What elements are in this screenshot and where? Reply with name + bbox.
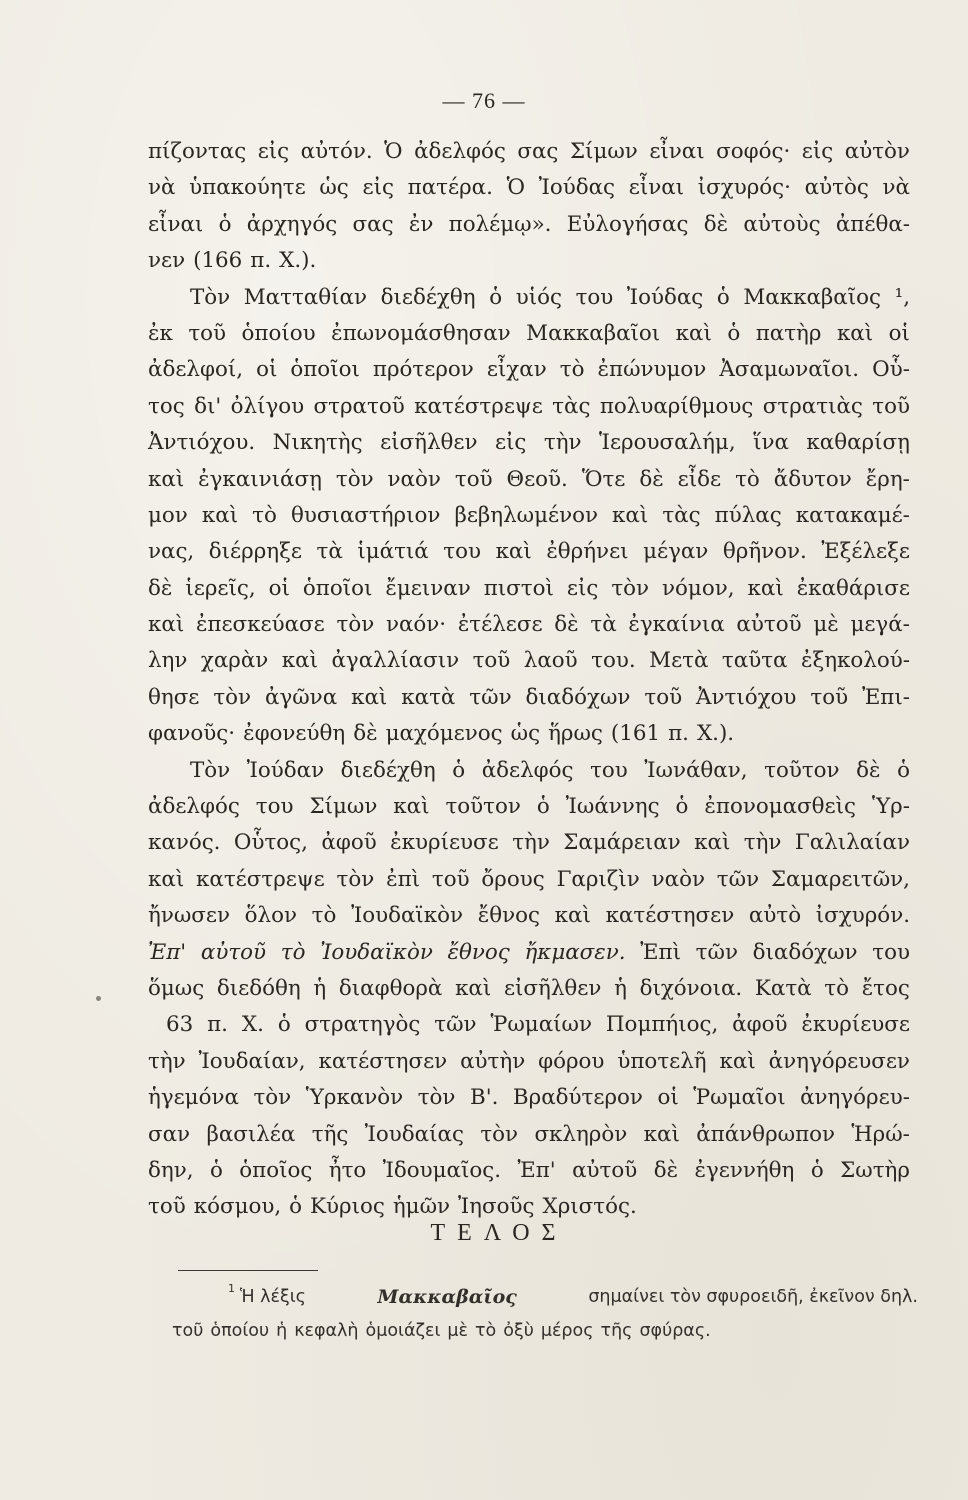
text-line: ἡγεμόνα τὸν Ὑρκανὸν τὸν Β'. Βραδύτερον οἱ Ῥωμαῖοι ἀνηγόρευ- [148, 1085, 910, 1111]
text-line: νας, διέρρηξε τὰ ἱμάτιά του καὶ ἐθρήνει μέγαν θρῆνον. Ἐξέλεξε [148, 539, 910, 565]
footnote-line-1 [172, 1280, 918, 1314]
end-title: ΤΕΛΟΣ [430, 1220, 568, 1246]
footnote-text-after: σημαίνει τὸν σφυροειδῆ, ἐκεῖνον δηλ. [588, 1287, 918, 1307]
text-line: σαν βασιλέα τῆς Ἰουδαίας τὸν σκληρὸν καὶ ἀπάνθρωπον Ἡρώ- [148, 1121, 910, 1147]
text-line: 63 π. Χ. ὁ στρατηγὸς τῶν Ῥωμαίων Πομπήιος, ἀφοῦ ἐκυρίευσε [166, 1012, 910, 1038]
text-line: δὲ ἱερεῖς, οἱ ὁποῖοι ἔμειναν πιστοὶ εἰς τὸν νόμον, καὶ ἐκαθάρισε [148, 575, 910, 601]
text-line: Ἀντιόχου. Νικητὴς εἰσῆλθεν εἰς τὴν Ἱερουσαλήμ, ἵνα καθαρίσῃ [148, 430, 910, 456]
body-text [148, 134, 910, 1226]
text-line: καὶ ἐγκαινιάσῃ τὸν ναὸν τοῦ Θεοῦ. Ὅτε δὲ εἶδε τὸ ἄδυτον ἔρη- [148, 466, 910, 492]
footnote-text-before: Ἡ λέξις [240, 1287, 306, 1307]
text-line: τὴν Ἰουδαίαν, κατέστησεν αὐτὴν φόρου ὑποτελῆ καὶ ἀνηγόρευσεν [148, 1048, 910, 1074]
text-line: ἀδελφοί, οἱ ὁποῖοι πρότερον εἶχαν τὸ ἐπώνυμον Ἀσαμωναῖοι. Οὗ- [148, 357, 910, 383]
text-line: νὰ ὑπακούητε ὡς εἰς πατέρα. Ὁ Ἰούδας εἶναι ἰσχυρός· αὐτὸς νὰ [148, 175, 910, 201]
footnote-term: Μακκαβαῖος [377, 1286, 517, 1308]
paper-speck [96, 996, 101, 1001]
text-line: τοῦ κόσμου, ὁ Κύριος ἡμῶν Ἰησοῦς Χριστός. [148, 1194, 637, 1220]
text-line: πίζοντας εἰς αὐτόν. Ὁ ἀδελφός σας Σίμων εἶναι σοφός· εἰς αὐτὸν [148, 139, 910, 164]
text-line: εἶναι ὁ ἀρχηγός σας ἐν πολέμῳ». Εὐλογήσας δὲ αὐτοὺς ἀπέθα- [148, 211, 910, 237]
text-line: ἐκ τοῦ ὁποίου ἐπωνομάσθησαν Μακκαβαῖοι καὶ ὁ πατὴρ καὶ οἱ [148, 320, 910, 346]
text-line: κανός. Οὗτος, ἀφοῦ ἐκυρίευσε τὴν Σαμάρειαν καὶ τὴν Γαλιλαίαν [148, 830, 910, 856]
text-line: καὶ κατέστρεψε τὸν ἐπὶ τοῦ ὄρους Γαριζὶν ναὸν τῶν Σαμαρειτῶν, [148, 866, 910, 892]
text-line: καὶ ἐπεσκεύασε τὸν ναόν· ἐτέλεσε δὲ τὰ ἐγκαίνια αὐτοῦ μὲ μεγά- [148, 612, 910, 638]
text-line: δην, ὁ ὁποῖος ἦτο Ἰδουμαῖος. Ἐπ' αὐτοῦ δὲ ἐγεννήθη ὁ Σωτὴρ [148, 1157, 910, 1183]
footnote-marker: 1 [228, 1282, 235, 1295]
text-line: ἀδελφός του Σίμων καὶ τοῦτον ὁ Ἰωάννης ὁ ἐπονομασθεὶς Ὑρ- [148, 794, 910, 820]
text-line: Τὸν Ματταθίαν διεδέχθη ὁ υἱός του Ἰούδας ὁ Μακκαβαῖος ¹, [190, 284, 910, 310]
page-number: — 76 — [442, 88, 526, 113]
footnote [172, 1280, 918, 1348]
footnote-line-2: τοῦ ὁποίου ἡ κεφαλὴ ὁμοιάζει μὲ τὸ ὀξὺ μέρος τῆς σφύρας. [172, 1321, 711, 1341]
text-line: νεν (166 π. Χ.). [148, 248, 317, 274]
text-line: τος δι' ὀλίγου στρατοῦ κατέστρεψε τὰς πολυαρίθμους στρατιὰς τοῦ [148, 393, 910, 419]
text-line: θησε τὸν ἀγῶνα καὶ κατὰ τῶν διαδόχων τοῦ Ἀντιόχου τοῦ Ἐπι- [148, 684, 910, 710]
text-line: ἤνωσεν ὅλον τὸ Ἰουδαϊκὸν ἔθνος καὶ κατέστησεν αὐτὸ ἰσχυρόν. [148, 903, 910, 929]
text-line: φανοῦς· ἐφονεύθη δὲ μαχόμενος ὡς ἥρως (161 π. Χ.). [148, 721, 735, 747]
text-line: ὅμως διεδόθη ἡ διαφθορὰ καὶ εἰσῆλθεν ἡ διχόνοια. Κατὰ τὸ ἔτος [148, 975, 910, 1001]
text-line: Τὸν Ἰούδαν διεδέχθη ὁ ἀδελφός του Ἰωνάθαν, τοῦτον δὲ ὁ [190, 757, 910, 783]
text-line: Ἐπ' αὐτοῦ τὸ Ἰουδαϊκὸν ἔθνος ἤκμασεν. Ἐπὶ τῶν διαδόχων του [148, 939, 910, 965]
text-line: λην χαρὰν καὶ ἀγαλλίασιν τοῦ λαοῦ του. Μετὰ ταῦτα ἐξηκολού- [148, 648, 910, 674]
footnote-divider [178, 1270, 318, 1271]
text-line: μον καὶ τὸ θυσιαστήριον βεβηλωμένον καὶ τὰς πύλας κατακαμέ- [148, 502, 910, 528]
